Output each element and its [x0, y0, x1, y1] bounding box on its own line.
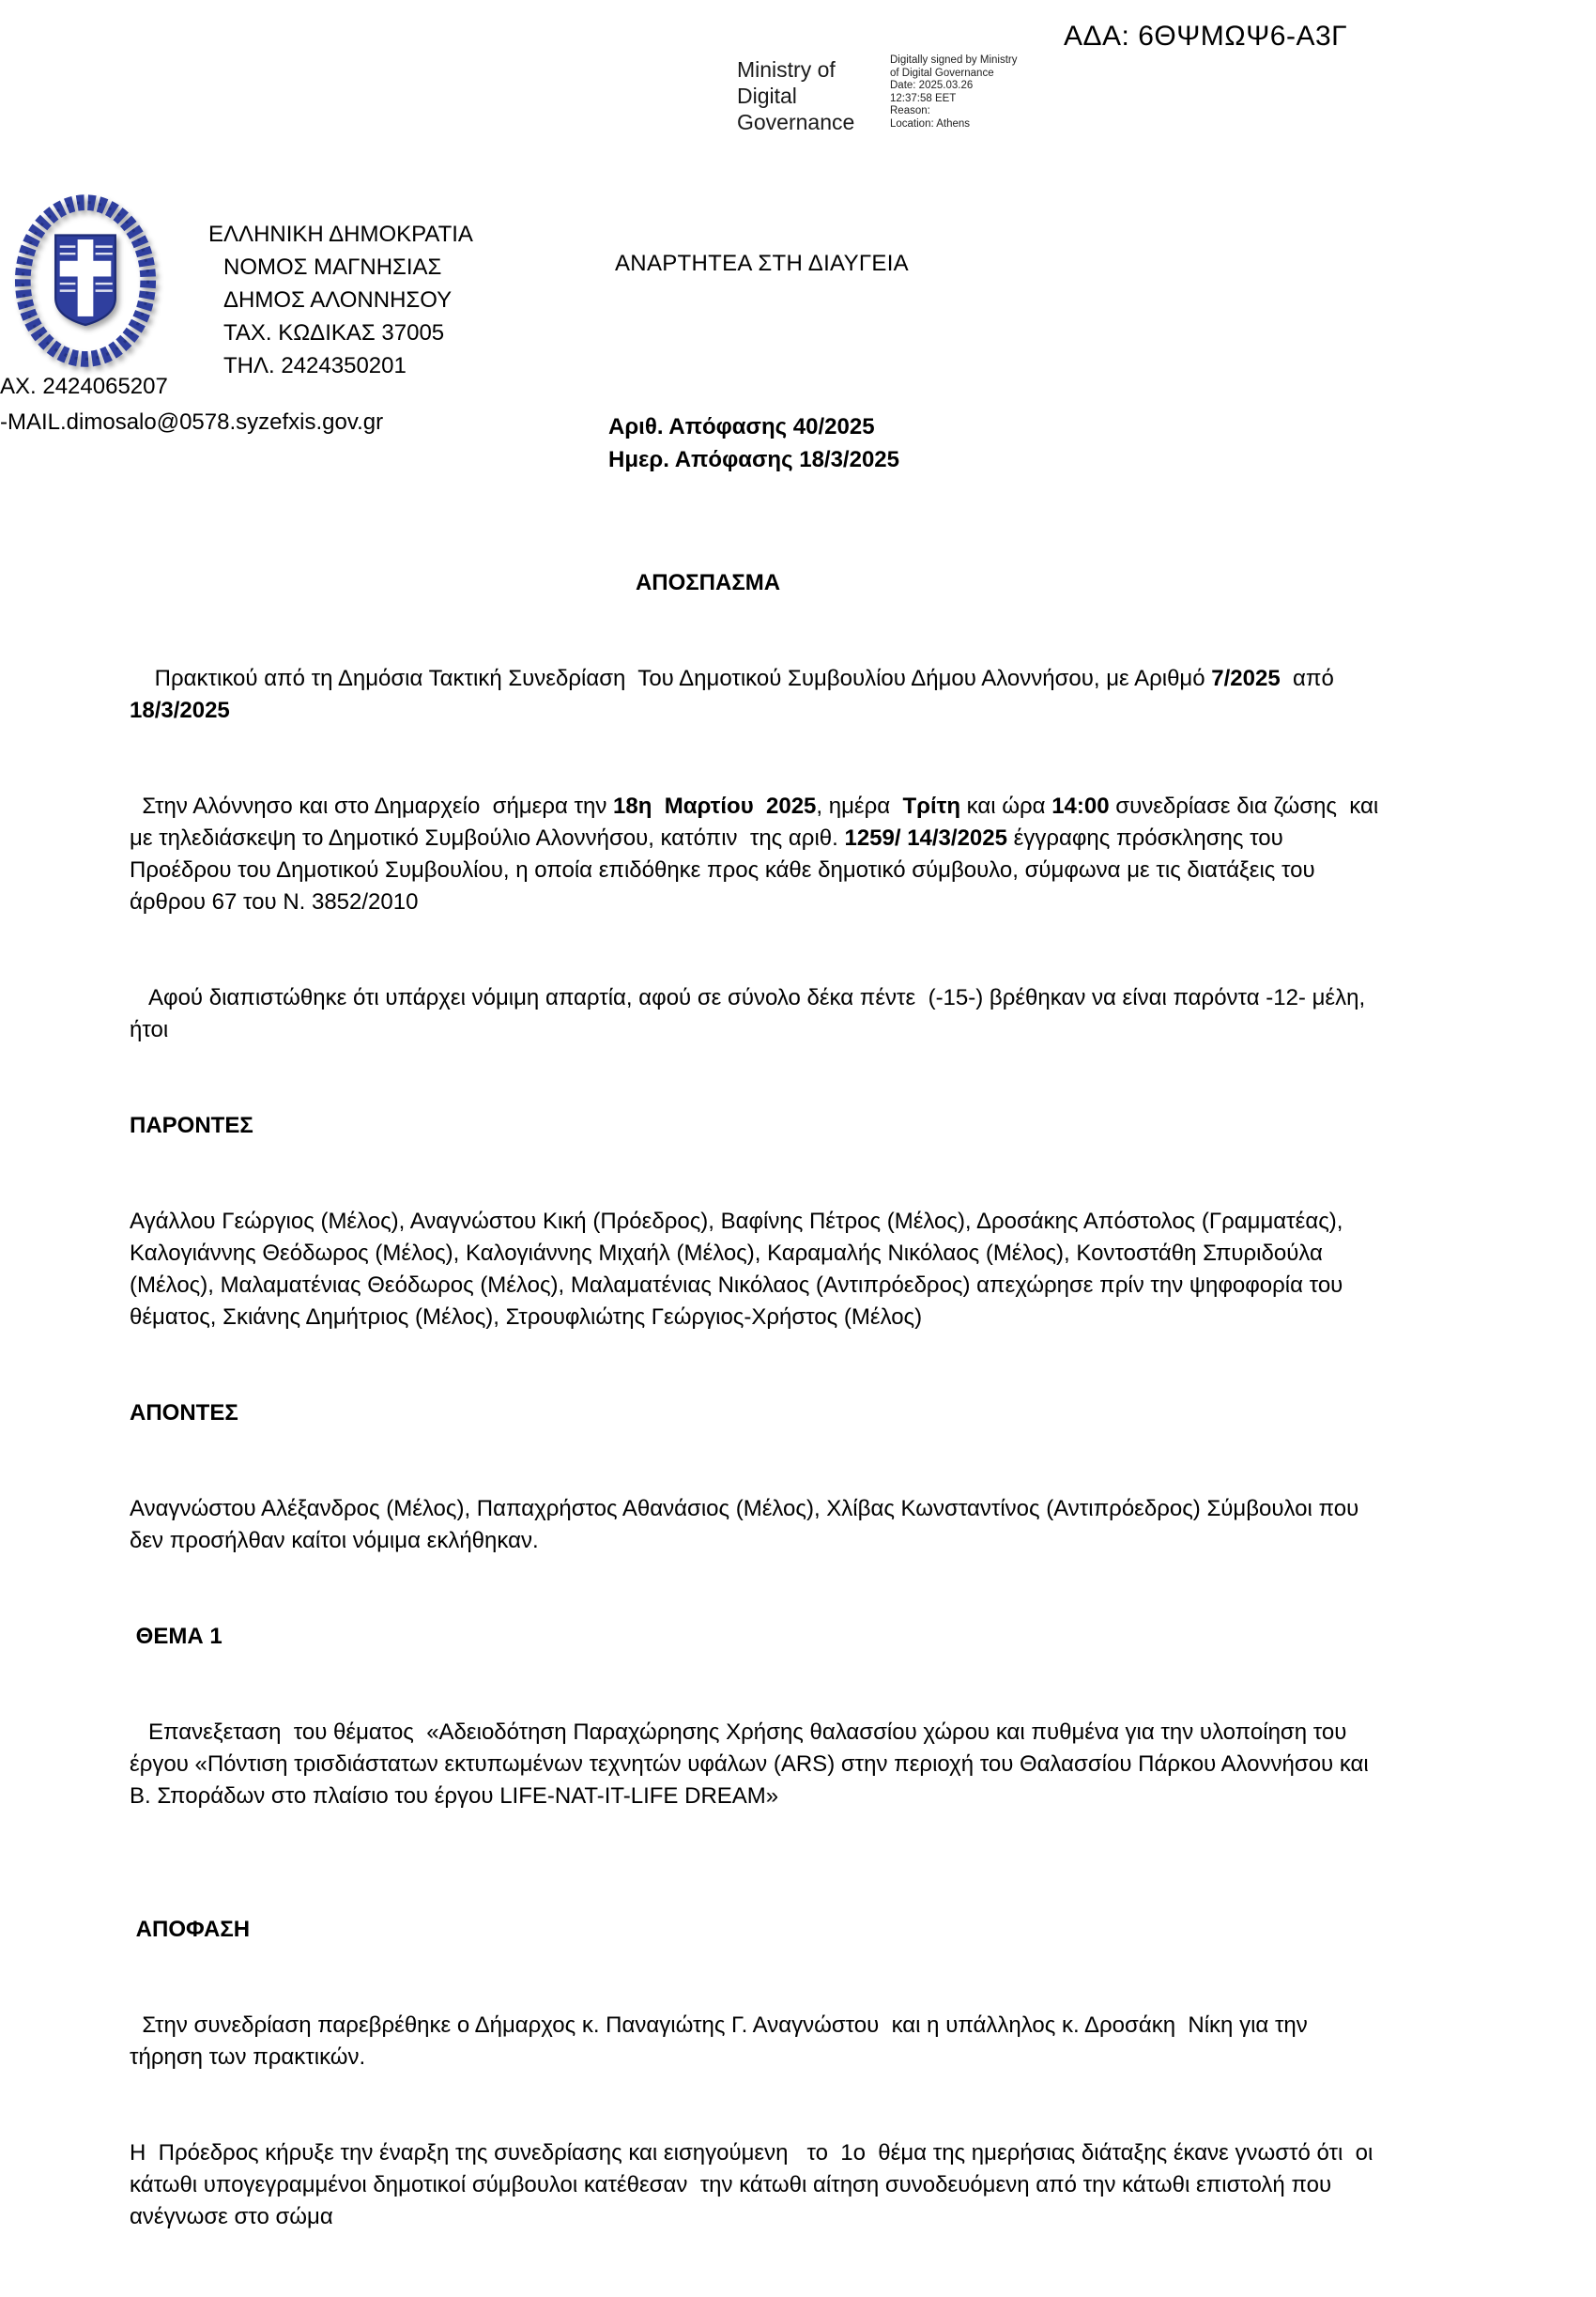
- signature-detail-line: 12:37:58 EET: [890, 92, 957, 104]
- text-run: Στην συνεδρίαση παρεβρέθηκε ο Δήμαρχος κ. Παναγιώτης Γ. Αναγνώστου και η υπάλληλος κ. Δροσάκη Νίκη για την τήρηση των πρακτικών.: [130, 2012, 1314, 2070]
- signature-detail-line: Date: 2025.03.26: [890, 80, 974, 91]
- paragraph-minutes: [130, 663, 1380, 727]
- signature-detail-line: Location: Athens: [890, 117, 971, 130]
- heading-decision: ΑΠΟΦΑΣΗ: [130, 1917, 251, 1942]
- signature-detail-line: Reason:: [890, 105, 930, 116]
- text-run: και ώρα: [960, 794, 1052, 819]
- text-run: Αφού διαπιστώθηκε ότι υπάρχει νόμιμη απαρτία, αφού σε σύνολο δέκα πέντε (-15-) βρέθηκαν να είναι παρόντα -12- μέλη, ήτοι: [130, 985, 1372, 1042]
- ministry-line: Ministry of: [737, 57, 836, 82]
- decision-date: Ημερ. Απόφασης 18/3/2025: [608, 447, 899, 472]
- letterhead-email: -MAIL.dimosalo@0578.syzefxis.gov.gr: [0, 409, 384, 435]
- digital-signature-details: [890, 54, 1018, 131]
- text-run: Η Πρόεδρος κήρυξε την έναρξη της συνεδρίασης και εισηγούμενη το 1ο θέμα της ημερήσιας διάταξης έκανε γνωστό ότι οι κάτωθι υπογεγραμμένοι δημοτικοί σύμβουλοι κατέθεσαν την κάτωθι αίτηση συνοδευόμενη από την κάτωθι επιστολή που ανέγνωσε στο σώμα: [130, 2140, 1386, 2229]
- heading-absent: ΑΠΟΝΤΕΣ: [130, 1400, 238, 1426]
- letterhead-fax: ΑΧ. 2424065207: [0, 374, 168, 399]
- decision-number: Αριθ. Απόφασης 40/2025: [608, 414, 875, 439]
- paragraph-present-members: [130, 1206, 1380, 1333]
- letterhead-phone: ΤΗΛ. 2424350201: [223, 353, 407, 378]
- paragraph-topic-1: [130, 1717, 1380, 1812]
- ada-code: ΑΔΑ: 6ΘΨΜΩΨ6-Α3Γ: [1064, 21, 1348, 52]
- ministry-line: Digital: [737, 84, 797, 108]
- text-run: Επανεξεταση του θέματος «Αδειοδότηση Παραχώρησης Χρήσης θαλασσίου χώρου και πυθμένα για την υλοποίηση του έργου «Πόντιση τρισδιάστατων εκτυπωμένων τεχνητών υφάλων (ARS) στην περιοχή του Θαλασσίου Πάρκου Αλοννήσου και Β. Σποράδων στο πλαίσιο του έργου LIFE-NAT-IT-LIFE DREAM»: [130, 1719, 1375, 1809]
- greek-coat-of-arms: [14, 193, 157, 369]
- letterhead-municipality: ΔΗΜΟΣ ΑΛΟΝΝΗΣΟΥ: [223, 287, 453, 313]
- text-run: 18η Μαρτίου 2025: [613, 794, 817, 819]
- signature-detail-line: of Digital Governance: [890, 67, 994, 79]
- ministry-line: Governance: [737, 110, 855, 134]
- publicity-label: ΑΝΑΡΤΗΤΕΑ ΣΤΗ ΔΙΑΥΓΕΙΑ: [615, 251, 909, 276]
- heading-present: ΠΑΡΟΝΤΕΣ: [130, 1113, 253, 1138]
- text-run: Τρίτη: [902, 794, 961, 819]
- letterhead-prefecture: ΝΟΜΟΣ ΜΑΓΝΗΣΙΑΣ: [223, 254, 442, 280]
- body-title: ΑΠΟΣΠΑΣΜΑ: [635, 570, 781, 595]
- text-run: Αναγνώστου Αλέξανδρος (Μέλος), Παπαχρήστος Αθανάσιος (Μέλος), Χλίβας Κωνσταντίνος (Αντιπρόεδρος) Σύμβουλοι που δεν προσήλθαν καίτοι νόμιμα εκλήθηκαν.: [130, 1496, 1365, 1553]
- text-run: από: [1280, 666, 1359, 691]
- document-body: [130, 503, 1386, 2297]
- text-run: Αγάλλου Γεώργιος (Μέλος), Αναγνώστου Κική (Πρόεδρος), Βαφίνης Πέτρος (Μέλος), Δροσάκης Απόστολος (Γραμματέας), Καλογιάννης Θεόδωρος (Μέλος), Καλογιάννης Μιχαήλ (Μέλος), Καραμαλής Νικόλαος (Μέλος), Κοντοστάθη Σπυριδούλα (Μέλος), Μαλαματένιας Θεόδωρος (Μέλος), Μαλαματένιας Νικόλαος (Αντιπρόεδρος) απεχώρησε πρίν την ψηφοφορία του θέματος, Σκιάνης Δημήτριος (Μέλος), Στρουφλιώτης Γεώργιος-Χρήστος (Μέλος): [130, 1209, 1350, 1330]
- text-run: Πρακτικού από τη Δημόσια Τακτική Συνεδρίαση Του Δημοτικού Συμβουλίου Δήμου Αλοννήσου, με Αριθμό: [130, 666, 1212, 691]
- text-run: συνεδρίασε δια ζώσης και με τηλεδιάσκεψη το Δημοτικό Συμβούλιο Αλοννήσου, κατόπιν της αριθ.: [130, 794, 1385, 851]
- ministry-signature-name: [737, 56, 854, 135]
- text-run: Στην Αλόννησο και στο Δημαρχείο σήμερα την: [130, 794, 614, 819]
- text-run: , ημέρα: [816, 794, 903, 819]
- text-run: 7/2025: [1211, 666, 1281, 691]
- text-run: 1259/ 14/3/2025: [844, 825, 1007, 851]
- text-run: έγγραφης πρόσκλησης του Προέδρου του Δημοτικού Συμβουλίου, η οποία επιδόθηκε προς κάθε δημοτικό σύμβουλο, σύμφωνα με τις διατάξεις του άρθρου 67 του Ν. 3852/2010: [130, 825, 1322, 915]
- paragraph-session: [130, 791, 1385, 918]
- letterhead: [208, 218, 473, 382]
- heading-topic-1: ΘΕΜΑ 1: [130, 1624, 223, 1649]
- paragraph-attendance: [130, 2010, 1380, 2073]
- paragraph-opening: [130, 2137, 1386, 2233]
- paragraph-quorum: [130, 982, 1380, 1046]
- letterhead-postal-code: ΤΑΧ. ΚΩΔΙΚΑΣ 37005: [223, 320, 445, 346]
- paragraph-absent-members: [130, 1493, 1380, 1557]
- letterhead-country: ΕΛΛΗΝΙΚΗ ΔΗΜΟΚΡΑΤΙΑ: [208, 222, 473, 247]
- text-run: 14:00: [1051, 794, 1110, 819]
- text-run: 18/3/2025: [130, 698, 230, 723]
- signature-detail-line: Digitally signed by Ministry: [890, 54, 1018, 66]
- decision-meta: [608, 410, 899, 476]
